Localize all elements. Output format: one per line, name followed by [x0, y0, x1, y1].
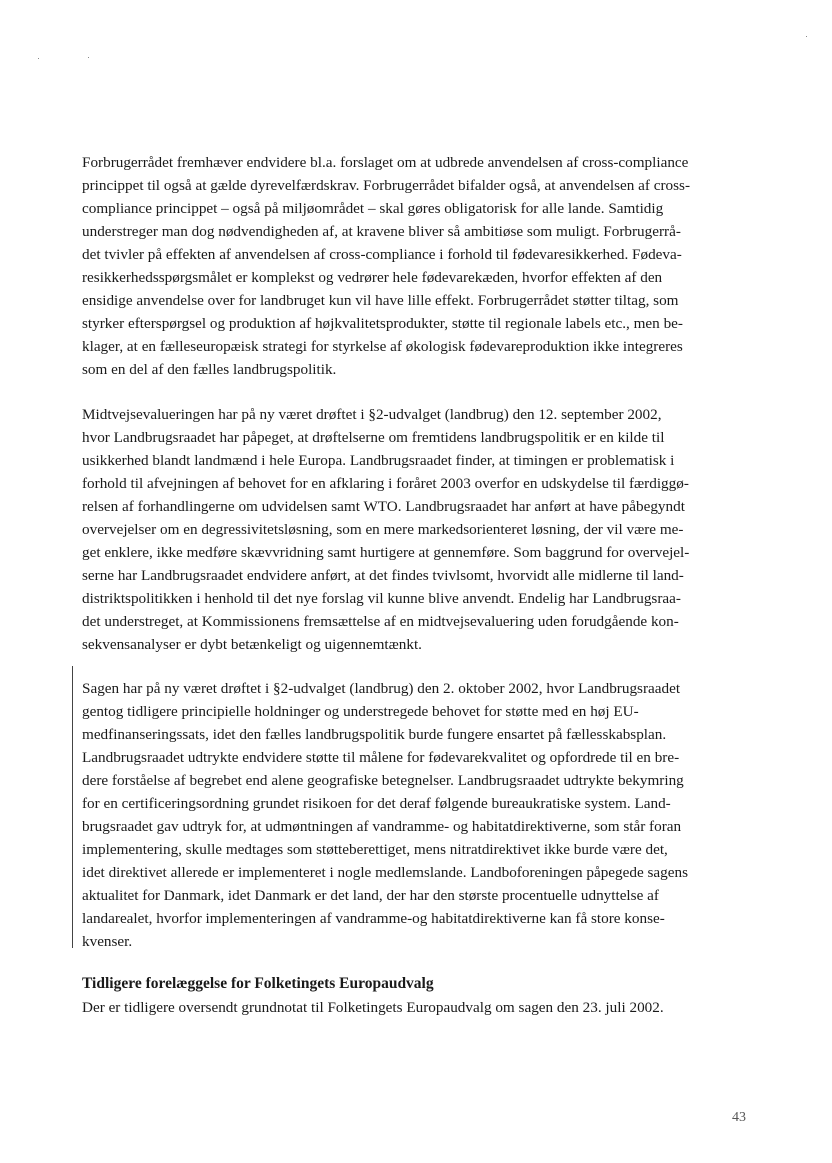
paragraph-forbrugerraadet — [82, 151, 754, 381]
text-line: resikkerhedsspørgsmålet er komplekst og vedrører hele fødevarekæden, hvorfor effekten af den — [82, 269, 663, 286]
text-line: dere forståelse af begrebet end alene geografiske betegnelser. Landbrugsraadet udtrykte bekymring — [82, 772, 684, 789]
text-line: som en del af den fælles landbrugspolitik. — [82, 361, 337, 378]
text-line: implementering, skulle medtages som støtteberettiget, mens nitratdirektivet ikke burde være det, — [82, 841, 668, 858]
revision-change-bar — [72, 666, 73, 948]
page-number: 43 — [732, 1110, 746, 1125]
text-line: det understreget, at Kommissionens fremsættelse af en midtvejsevaluering uden forudgående kon- — [82, 613, 679, 630]
text-line: for en certificeringsordning grundet risikoen for det deraf følgende bureaukratiske system. Land- — [82, 795, 671, 812]
text-line: get enklere, ikke medføre skævvridning samt hurtigere at gennemføre. Som baggrund for overvejel- — [82, 544, 690, 561]
text-line: styrker efterspørgsel og produktion af højkvalitetsprodukter, støtte til regionale labels etc., men be- — [82, 315, 683, 332]
text-line: relsen af forhandlingerne om udvidelsen samt WTO. Landbrugsraadet har anført at have påbegyndt — [82, 498, 685, 515]
text-line: Sagen har på ny været drøftet i §2-udvalget (landbrug) den 2. oktober 2002, hvor Landbrugsraadet — [82, 680, 681, 697]
text-line: compliance princippet – også på miljøområdet – skal gøres obligatorisk for alle lande. Samtidig — [82, 200, 664, 217]
text-line: Midtvejsevalueringen har på ny været drøftet i §2-udvalget (landbrug) den 12. september 2002, — [82, 406, 662, 423]
text-line: gentog tidligere principielle holdninger og understregede behovet for støtte med en høj EU- — [82, 703, 639, 720]
text-line: brugsraadet gav udtryk for, at udmøntningen af vandramme- og habitatdirektiverne, som står foran — [82, 818, 682, 835]
text-line: overvejelser om en degressivitetsløsning, som en mere markedsorienteret løsning, der vil være me- — [82, 521, 684, 538]
text-line: sekvensanalyser er dybt betænkeligt og uigennemtænkt. — [82, 636, 422, 653]
text-line: landarealet, hvorfor implementeringen af vandramme-og habitatdirektiverne kan få store konse- — [82, 910, 665, 927]
text-line: medfinanseringssats, idet den fælles landbrugspolitik burde fungere ensartet på fællesskabsplan. — [82, 726, 667, 743]
text-line: kvenser. — [82, 933, 133, 950]
text-line: distriktspolitikken i henhold til det nye forslag vil kunne blive anvendt. Endelig har Landbrugsraa- — [82, 590, 681, 607]
text-line: det tvivler på effekten af anvendelsen af cross-compliance i forhold til fødevaresikkerhed. Fødeva- — [82, 246, 682, 263]
scan-speck — [806, 36, 807, 37]
section-heading: Tidligere forelæggelse for Folketingets Europaudvalg — [82, 975, 434, 992]
text-line: aktualitet for Danmark, idet Danmark er det land, der har den største procentuelle udnyttelse af — [82, 887, 659, 904]
text-line: Landbrugsraadet udtrykte endvidere støtte til målene for fødevarekvalitet og opfordrede til en bre- — [82, 749, 680, 766]
text-line: princippet til også at gælde dyrevelfærdskrav. Forbrugerrådet bifalder også, at anvendelsen af cross- — [82, 177, 690, 194]
text-line: usikkerhed blandt landmænd i hele Europa. Landbrugsraadet finder, at timingen er problematisk i — [82, 452, 675, 469]
scan-speck — [38, 58, 39, 59]
text-line: hvor Landbrugsraadet har påpeget, at drøftelserne om fremtidens landbrugspolitik er en kilde til — [82, 429, 665, 446]
text-line: forhold til afvejningen af behovet for en afklaring i foråret 2003 overfor en udskydelse til færdiggø- — [82, 475, 689, 492]
paragraph-landbrugsraadet-oktober — [82, 677, 754, 953]
text-line: idet direktivet allerede er implementeret i nogle medlemslande. Landboforeningen påpegede sagens — [82, 864, 688, 881]
text-line: ensidige anvendelse over for landbruget kun vil have lille effekt. Forbrugerrådet støtter tiltag, som — [82, 292, 679, 309]
text-line: klager, at en fælleseuropæisk strategi for styrkelse af økologisk fødevareproduktion ikke integreres — [82, 338, 683, 355]
text-line: understreger man dog nødvendigheden af, at kravene bliver så ambitiøse som muligt. Forbrugerrå- — [82, 223, 681, 240]
scan-speck — [88, 57, 89, 58]
paragraph-midtvejsevaluering — [82, 403, 754, 656]
section-text: Der er tidligere oversendt grundnotat til Folketingets Europaudvalg om sagen den 23. juli 2002. — [82, 999, 664, 1016]
text-line: Forbrugerrådet fremhæver endvidere bl.a. forslaget om at udbrede anvendelsen af cross-compliance — [82, 154, 689, 171]
text-line: serne har Landbrugsraadet endvidere anført, at det findes tvivlsomt, hvorvidt alle midlerne til land- — [82, 567, 684, 584]
